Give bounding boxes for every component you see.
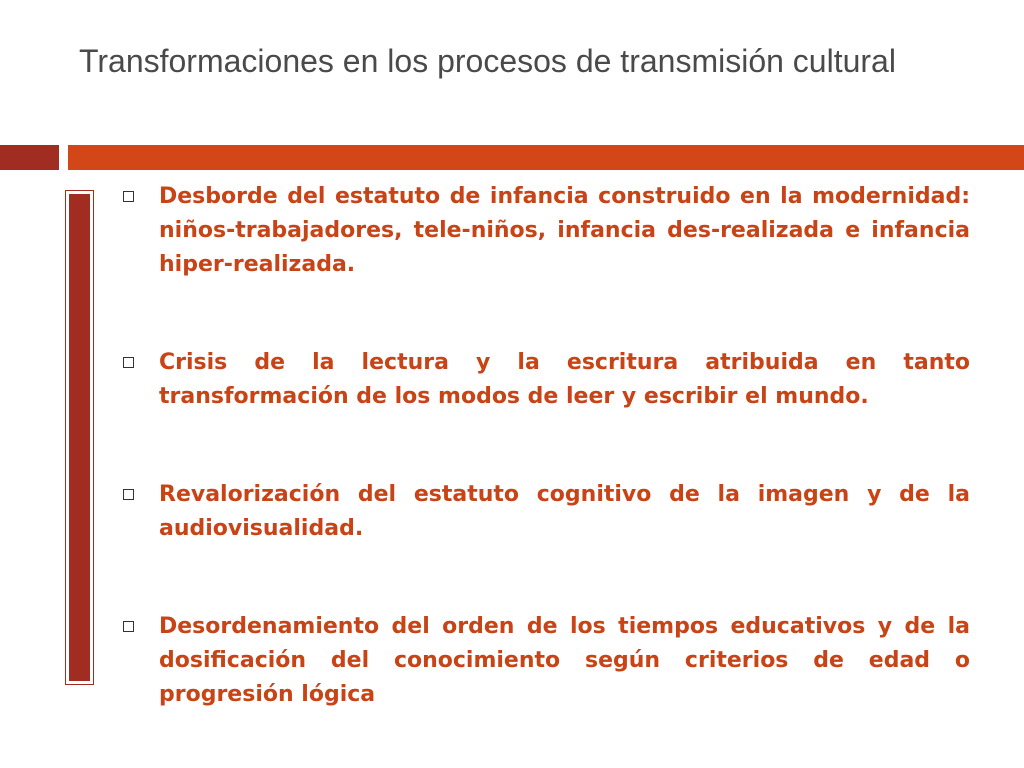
bullet-text: Desborde del estatuto de infancia construido en la modernidad: niños-trabajadores, tele-niños, infancia des-realizada e infancia hiper-realizada. (159, 184, 970, 277)
hollow-square-bullet-icon (123, 489, 134, 500)
hollow-square-bullet-icon (123, 191, 134, 202)
slide-title: Transformaciones en los procesos de transmisión cultural (79, 43, 896, 79)
title-divider-bar-orange (68, 145, 1024, 170)
bullet-text: Revalorización del estatuto cognitivo de la imagen y de la audiovisualidad. (159, 482, 970, 541)
bullet-item (120, 610, 970, 712)
bullet-item (120, 180, 970, 282)
title-divider-bar-dark (0, 145, 59, 170)
side-accent-bar (69, 194, 90, 681)
bullet-item (120, 346, 970, 414)
bullet-text: Crisis de la lectura y la escritura atribuida en tanto transformación de los modos de leer y escribir el mundo. (159, 350, 970, 409)
hollow-square-bullet-icon (123, 621, 134, 632)
bullet-text: Desordenamiento del orden de los tiempos educativos y de la dosificación del conocimiento según criterios de edad o progresión lógica (159, 614, 970, 707)
hollow-square-bullet-icon (123, 357, 134, 368)
bullet-item (120, 478, 970, 546)
